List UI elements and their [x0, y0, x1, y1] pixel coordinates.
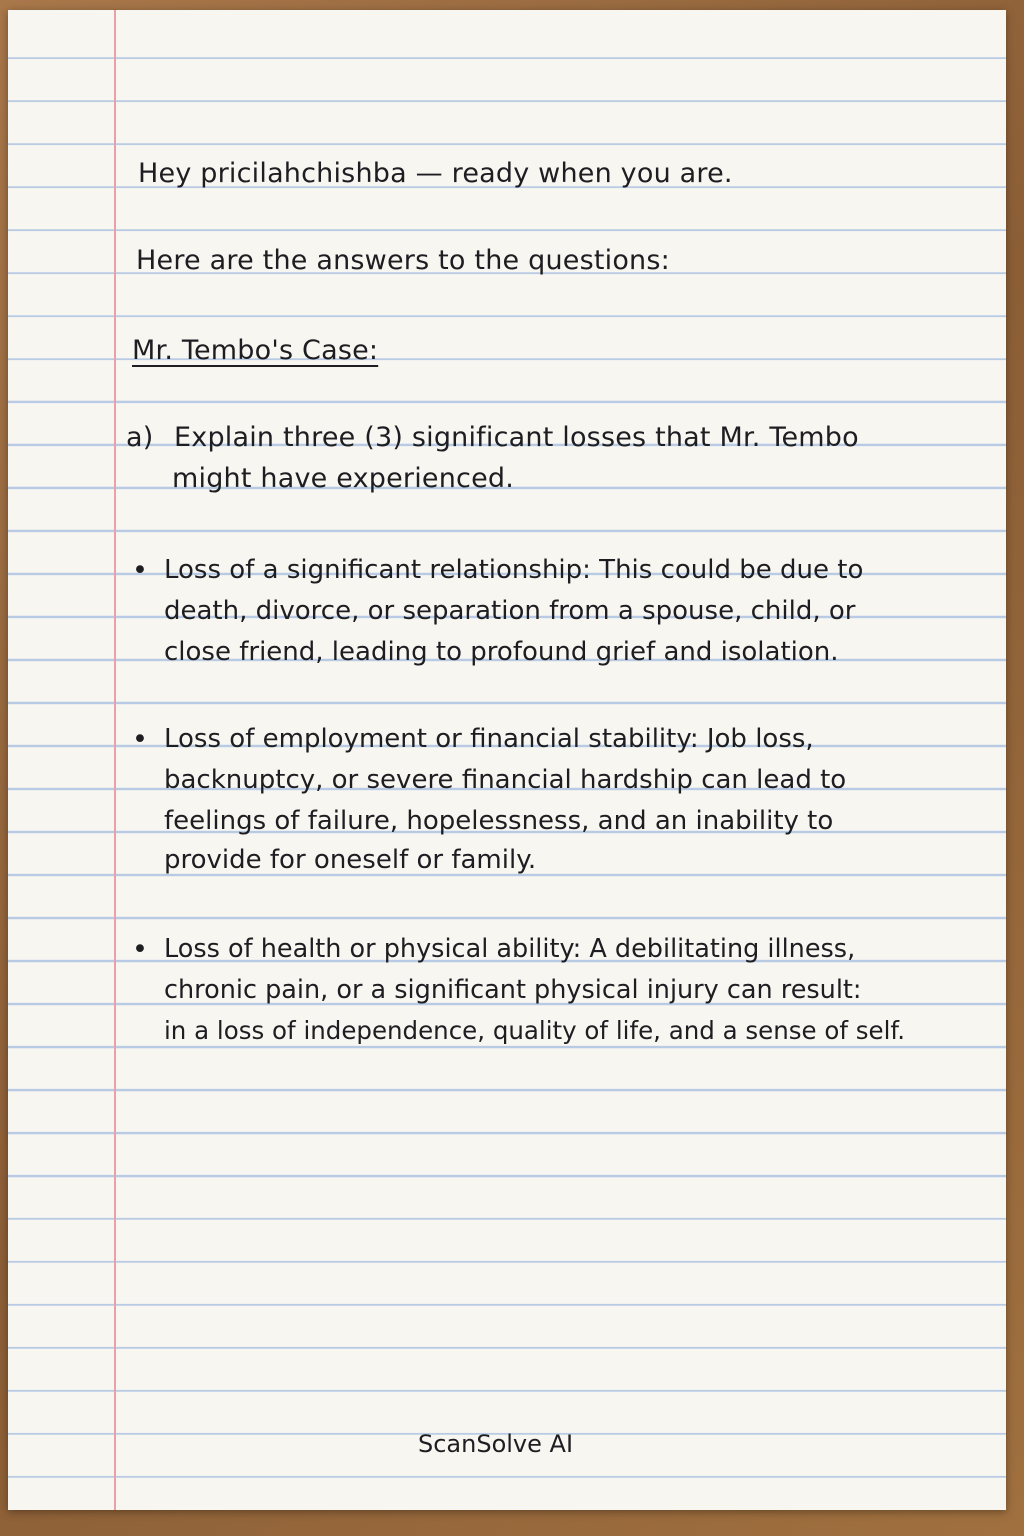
answer-line: death, divorce, or separation from a spouse, child, or [164, 596, 856, 626]
answer-line: feelings of failure, hopelessness, and an inability to [164, 806, 834, 836]
red-margin-line [114, 10, 116, 1510]
intro-text: Here are the answers to the questions: [136, 245, 670, 276]
bullet-icon: • [132, 934, 148, 965]
answer-line: Loss of health or physical ability: A debilitating illness, [164, 934, 856, 964]
question-line: Explain three (3) significant losses that Mr. Tembo [174, 422, 859, 453]
answer-line: Loss of employment or financial stability: Job loss, [164, 724, 814, 754]
brand-footer: ScanSolve AI [418, 1430, 574, 1458]
answer-line: in a loss of independence, quality of life, and a sense of self. [164, 1016, 906, 1045]
greeting-text: Hey pricilahchishba — ready when you are. [138, 158, 733, 189]
question-line: might have experienced. [172, 463, 515, 494]
bullet-icon: • [132, 724, 148, 755]
answer-line: provide for oneself or family. [164, 845, 537, 875]
case-title: Mr. Tembo's Case: [132, 335, 379, 366]
notebook-paper [8, 10, 1006, 1510]
bullet-icon: • [132, 555, 148, 586]
answer-line: chronic pain, or a significant physical injury can result: [164, 975, 862, 1005]
answer-line: Loss of a significant relationship: This could be due to [164, 555, 864, 585]
answer-line: backnuptcy, or severe financial hardship can lead to [164, 765, 847, 795]
question-label: a) [126, 422, 154, 453]
answer-line: close friend, leading to profound grief and isolation. [164, 637, 839, 667]
